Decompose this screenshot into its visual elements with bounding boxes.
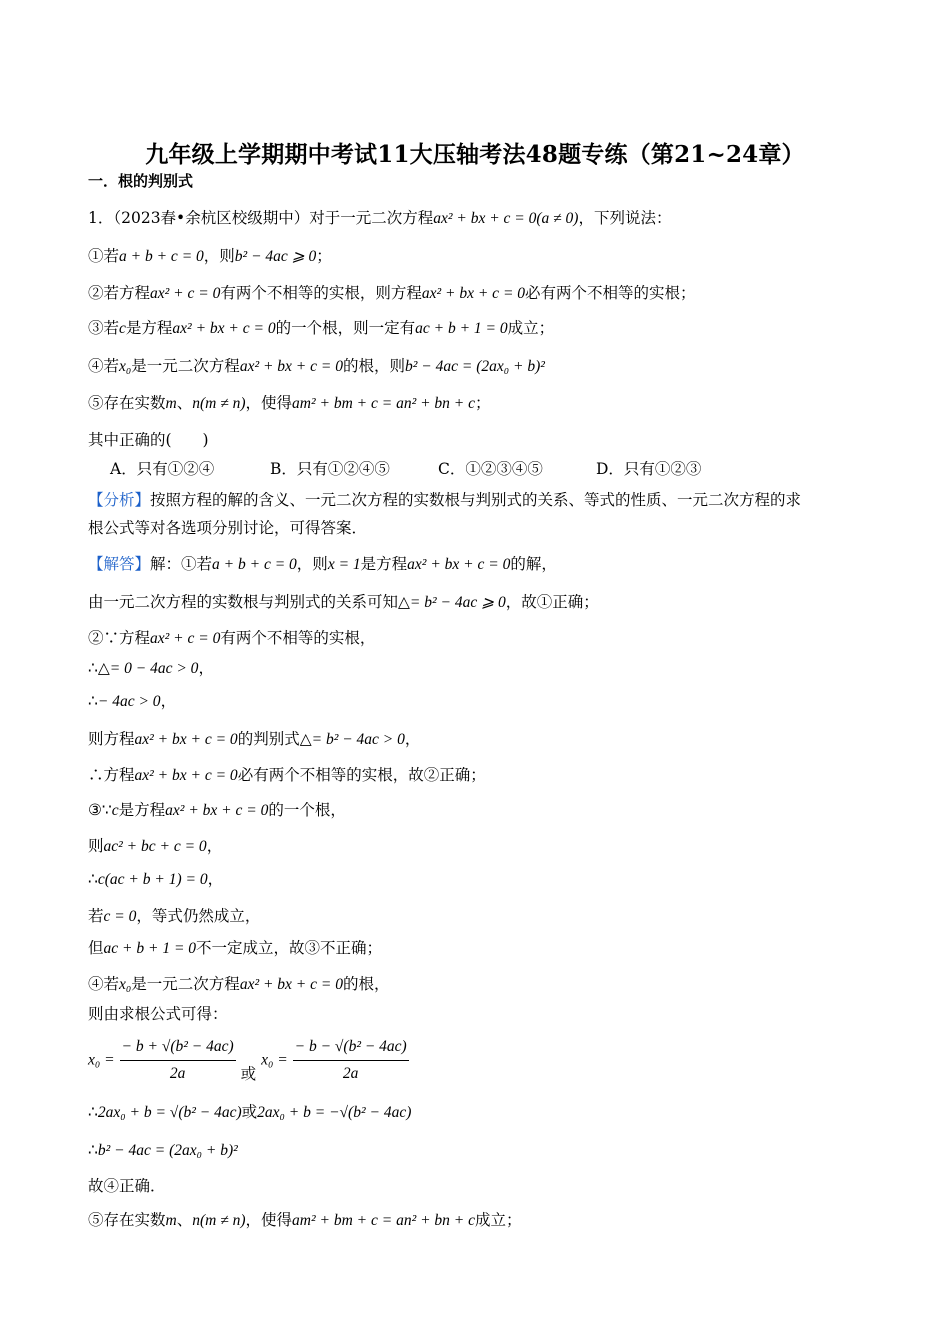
fraction-minus: $\frac{\text{− b − √(b² − 4ac)}}{2a}$: [294, 1038, 407, 1082]
analysis-tag: 【分析】: [88, 491, 151, 509]
statement-3: ③若c是方程ax² + bx + c = 0的一个根，则一定有ac + b + 1 = 0成立；: [88, 319, 555, 337]
solution-line-1: 【解答】解：①若a + b + c = 0，则x = 1是方程ax² + bx + c = 0的解，: [88, 555, 557, 573]
solution-line-10: ∴c(ac + b + 1) = 0，: [88, 870, 224, 888]
solution-line-7: ∴方程ax² + bx + c = 0必有两个不相等的实根，故②正确；: [88, 766, 486, 784]
solution-line-13: ④若x₀是一元二次方程ax² + bx + c = 0的根，: [88, 975, 390, 993]
solution-tag: 【解答】: [88, 555, 151, 573]
solution-line-12: 但ac + b + 1 = 0不一定成立，故③不正确；: [88, 939, 383, 957]
answer-options: [110, 459, 701, 479]
question-ask: 其中正确的( ): [88, 431, 209, 449]
option-d[interactable]: D．只有①②③: [596, 460, 702, 478]
analysis-line-1: 【分析】按照方程的解的含义、一元二次方程的实数根与判别式的关系、等式的性质、一元二次方程的求: [88, 491, 802, 509]
solution-line-4: ∴△= 0 − 4ac > 0，: [88, 659, 214, 677]
solution-line-17: ∴b² − 4ac = (2ax₀ + b)²: [88, 1141, 238, 1159]
root-formula: x₀ = $\frac{\text{− b + √(b² − 4ac)}}{2a}$ 或 x₀ = $\frac{\text{− b − √(b² − 4ac)}}{2a}$: [88, 1038, 407, 1083]
statement-2: ②若方程ax² + c = 0有两个不相等的实根，则方程ax² + bx + c = 0必有两个不相等的实根；: [88, 284, 696, 302]
solution-line-14: 则由求根公式可得：: [88, 1005, 228, 1023]
option-b[interactable]: B．只有①②④⑤: [270, 460, 390, 478]
solution-line-11: 若c = 0，等式仍然成立，: [88, 907, 261, 925]
solution-line-8: ③∵c是方程ax² + bx + c = 0的一个根，: [88, 801, 346, 819]
section-heading: 一．根的判别式: [88, 172, 194, 190]
solution-line-19: ⑤存在实数m、n(m ≠ n)，使得am² + bm + c = an² + bn + c成立；: [88, 1211, 522, 1229]
solution-line-18: 故④正确．: [88, 1177, 166, 1195]
option-a[interactable]: A．只有①②④: [110, 460, 215, 478]
fraction-plus: $\frac{\text{− b + √(b² − 4ac)}}{2a}$: [121, 1038, 234, 1082]
page-title: 九年级上学期期中考试11大压轴考法48题专练（第21~24章）: [145, 141, 805, 168]
analysis-line-2: 根公式等对各选项分别讨论，可得答案．: [88, 519, 368, 537]
statement-1: ①若a + b + c = 0，则b² − 4ac ⩾ 0；: [88, 247, 332, 265]
solution-line-5: ∴− 4ac > 0，: [88, 692, 177, 710]
solution-line-3: ②∵方程ax² + c = 0有两个不相等的实根，: [88, 629, 376, 647]
solution-line-9: 则ac² + bc + c = 0，: [88, 837, 223, 855]
solution-line-16: ∴2ax₀ + b = √(b² − 4ac)或2ax₀ + b = −√(b² − 4ac): [88, 1103, 412, 1121]
solution-line-6: 则方程ax² + bx + c = 0的判别式△= b² − 4ac > 0，: [88, 730, 421, 748]
option-c[interactable]: C．①②③④⑤: [438, 460, 543, 478]
statement-4: ④若x₀是一元二次方程ax² + bx + c = 0的根，则b² − 4ac = (2ax₀ + b)²: [88, 357, 545, 375]
question-stem: 1．（2023春•余杭区校级期中）对于一元二次方程ax² + bx + c = 0(a ≠ 0)，下列说法：: [88, 209, 672, 227]
solution-line-2: 由一元二次方程的实数根与判别式的关系可知△= b² − 4ac ⩾ 0，故①正确；: [88, 593, 599, 611]
statement-5: ⑤存在实数m、n(m ≠ n)，使得am² + bm + c = an² + bn + c；: [88, 394, 491, 412]
